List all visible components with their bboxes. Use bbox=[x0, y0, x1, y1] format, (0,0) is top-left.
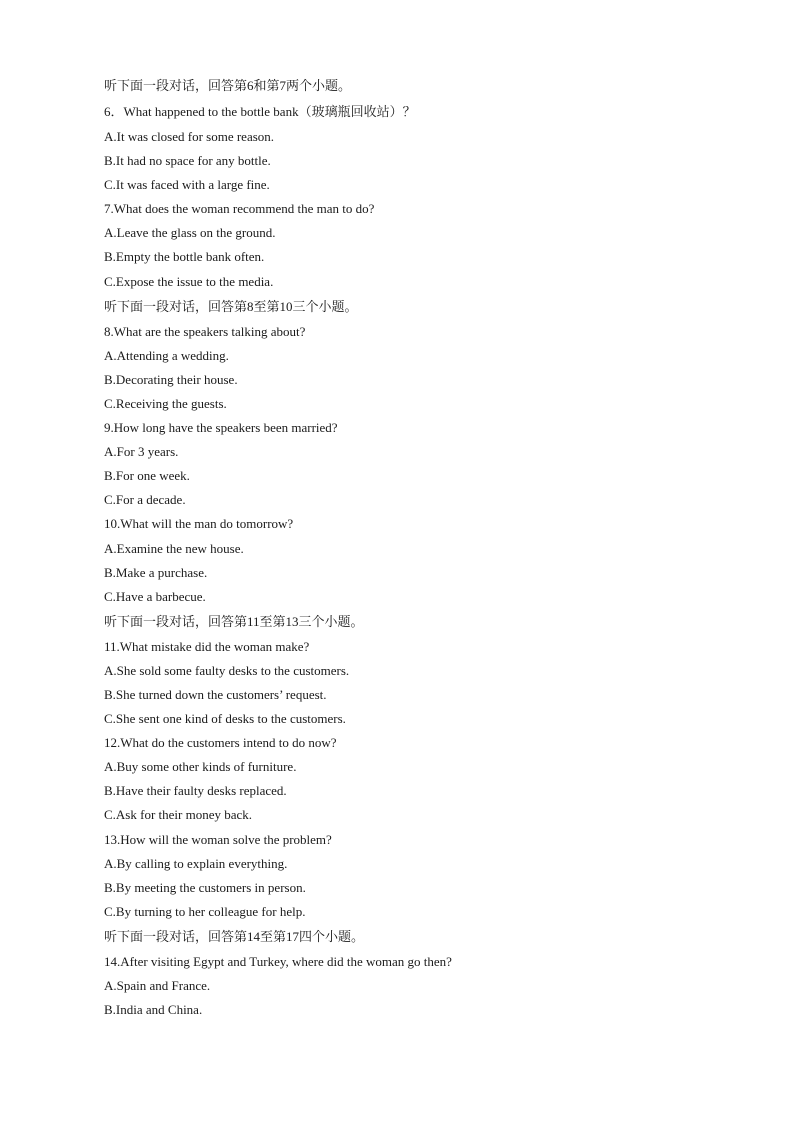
option-8a: A.Attending a wedding. bbox=[104, 347, 229, 363]
question-7: 7.What does the woman recommend the man to do? bbox=[104, 201, 375, 217]
option-11c: C.She sent one kind of desks to the customers. bbox=[104, 711, 346, 727]
option-10a: A.Examine the new house. bbox=[104, 540, 244, 556]
option-12a: A.Buy some other kinds of furniture. bbox=[104, 759, 297, 775]
exam-page bbox=[104, 73, 744, 1022]
section-instruction: 听下面一段对话，回答第8至第10三个小题。 bbox=[104, 298, 358, 314]
option-6b: B.It had no space for any bottle. bbox=[104, 153, 271, 169]
option-9c: C.For a decade. bbox=[104, 492, 186, 508]
option-13b: B.By meeting the customers in person. bbox=[104, 879, 306, 895]
question-8: 8.What are the speakers talking about? bbox=[104, 323, 306, 339]
option-8b: B.Decorating their house. bbox=[104, 371, 238, 387]
option-8c: C.Receiving the guests. bbox=[104, 395, 227, 411]
option-10c: C.Have a barbecue. bbox=[104, 588, 206, 604]
option-11b: B.She turned down the customers’ request. bbox=[104, 686, 327, 702]
option-13a: A.By calling to explain everything. bbox=[104, 855, 288, 871]
option-12c: C.Ask for their money back. bbox=[104, 807, 253, 823]
option-13c: C.By turning to her colleague for help. bbox=[104, 903, 306, 919]
section-instruction: 听下面一段对话，回答第6和第7两个小题。 bbox=[104, 78, 352, 93]
section-instruction: 听下面一段对话，回答第14至第17四个小题。 bbox=[104, 928, 365, 944]
option-11a: A.She sold some faulty desks to the customers. bbox=[104, 662, 350, 678]
option-14b: B.India and China. bbox=[104, 1002, 203, 1018]
option-7b: B.Empty the bottle bank often. bbox=[104, 249, 265, 265]
option-7c: C.Expose the issue to the media. bbox=[104, 273, 274, 289]
option-6c: C.It was faced with a large fine. bbox=[104, 177, 270, 193]
question-6: 6．What happened to the bottle bank（玻璃瓶回收站）？ bbox=[104, 104, 416, 119]
question-9: 9.How long have the speakers been married? bbox=[104, 420, 338, 436]
question-12: 12.What do the customers intend to do now? bbox=[104, 735, 337, 751]
question-11: 11.What mistake did the woman make? bbox=[104, 638, 310, 654]
option-12b: B.Have their faulty desks replaced. bbox=[104, 783, 287, 799]
section-instruction: 听下面一段对话，回答第11至第13三个小题。 bbox=[104, 613, 364, 629]
option-6a: A.It was closed for some reason. bbox=[104, 129, 275, 144]
option-10b: B.Make a purchase. bbox=[104, 564, 208, 580]
option-7a: A.Leave the glass on the ground. bbox=[104, 225, 276, 241]
option-9b: B.For one week. bbox=[104, 468, 190, 484]
option-9a: A.For 3 years. bbox=[104, 444, 179, 460]
question-10: 10.What will the man do tomorrow? bbox=[104, 516, 294, 532]
option-14a: A.Spain and France. bbox=[104, 978, 211, 993]
question-13: 13.How will the woman solve the problem? bbox=[104, 831, 332, 847]
question-14: 14.After visiting Egypt and Turkey, where did the woman go then? bbox=[104, 953, 452, 969]
